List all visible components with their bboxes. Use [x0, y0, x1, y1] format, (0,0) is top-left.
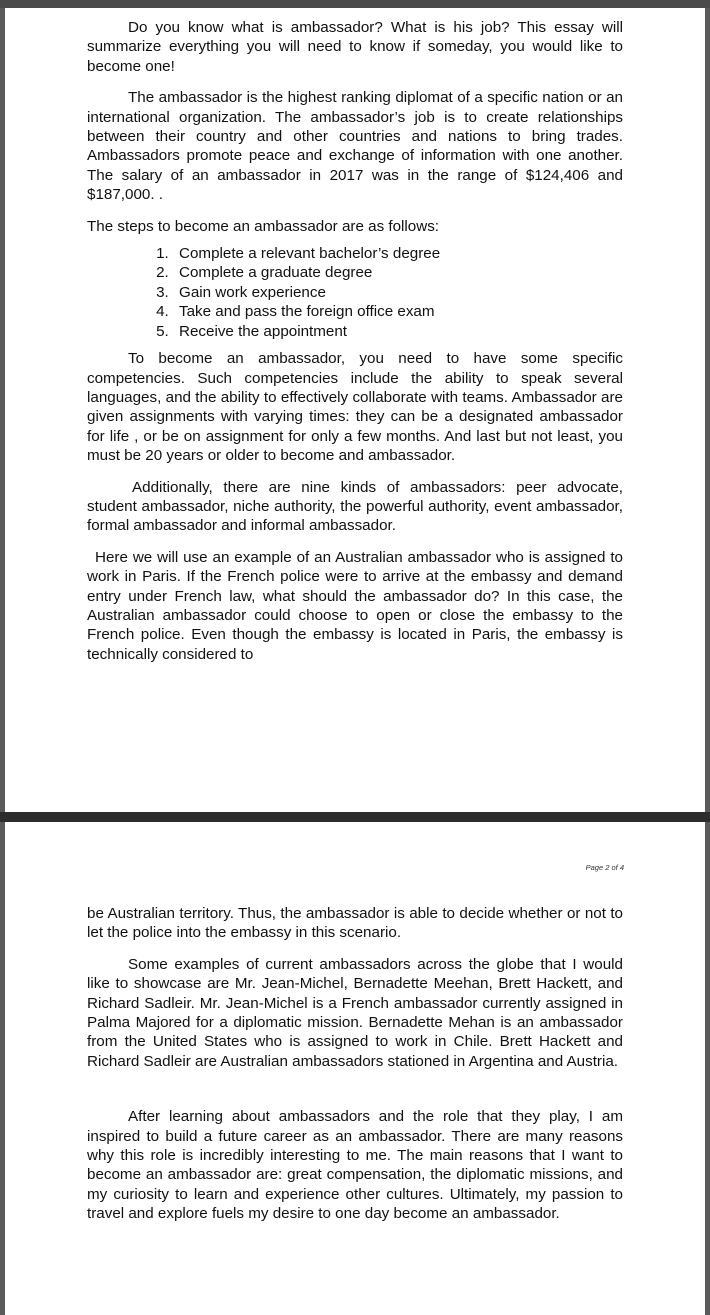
list-item: 2. Complete a graduate degree [173, 263, 623, 282]
list-item: 4. Take and pass the foreign office exam [173, 302, 623, 321]
steps-list [87, 244, 623, 341]
role-paragraph: The ambassador is the highest ranking diplomat of a specific nation or an international organization. The ambassador’s job is to create relationships between their country and other countries and nations to bring trades. Ambassadors promote peace and exchange of information with one another. The salary of an ambassador in 2017 was in the range of $124,406 and $187,000. . [87, 89, 623, 204]
continuation-paragraph: be Australian territory. Thus, the ambassador is able to decide whether or not to let the police into the embassy in this scenario. [87, 905, 623, 942]
page-separator [0, 812, 710, 822]
competencies-paragraph: To become an ambassador, you need to have some specific competencies. Such competencies include the ability to speak several languages, and the ability to effectively collaborate with teams. Ambassador are given assignments with varying times: they can be a designated ambassador for life , or be on assignment for only a few months. And last but not least, you must be 20 years or older to become and ambassador. [87, 350, 623, 465]
kinds-paragraph: Additionally, there are nine kinds of ambassadors: peer advocate, student ambassador, niche authority, the powerful authority, event ambassador, formal ambassador and informal ambassador. [87, 478, 623, 535]
list-item: 1. Complete a relevant bachelor’s degree [173, 244, 623, 263]
list-item: 5. Receive the appointment [173, 322, 623, 341]
conclusion-paragraph: After learning about ambassadors and the role that they play, I am inspired to build a future career as an ambassador. There are many reasons why this role is incredibly interesting to me. The main reasons that I want to become an ambassador are: great compensation, the diplomatic missions, and my curiosity to learn and experience other cultures. Ultimately, my passion to travel and explore fuels my desire to one day become an ambassador. [87, 1108, 623, 1223]
page-2-body [87, 904, 623, 1236]
intro-paragraph: Do you know what is ambassador? What is his job? This essay will summarize everything you will need to know if someday, you would like to become one! [87, 19, 623, 75]
document-page-1 [5, 8, 705, 812]
examples-paragraph: Some examples of current ambassadors across the globe that I would like to showcase are Mr. Jean-Michel, Bernadette Meehan, Brett Hackett, and Richard Sadleir. Mr. Jean-Michel is a French ambassador currently assigned in Palma Majored for a diplomatic mission. Bernadette Mehan is an ambassador from the United States who is assigned to work in Chile. Brett Hackett and Richard Sadleir are Australian ambassadors stationed in Argentina and Austria. [87, 955, 623, 1070]
steps-heading: The steps to become an ambassador are as follows: [87, 217, 440, 235]
document-page-2 [5, 822, 705, 1315]
page-1-body [87, 18, 623, 676]
top-bar [0, 0, 710, 8]
list-item: 3. Gain work experience [173, 283, 623, 302]
example-paragraph: Here we will use an example of an Australian ambassador who is assigned to work in Paris. If the French police were to arrive at the embassy and demand entry under French law, what should the ambassador do? In this case, the Australian ambassador could choose to open or close the embassy to the French police. Even though the embassy is located in Paris, the embassy is technically considered to [87, 548, 623, 663]
page-number: Page 2 of 4 [585, 863, 624, 872]
